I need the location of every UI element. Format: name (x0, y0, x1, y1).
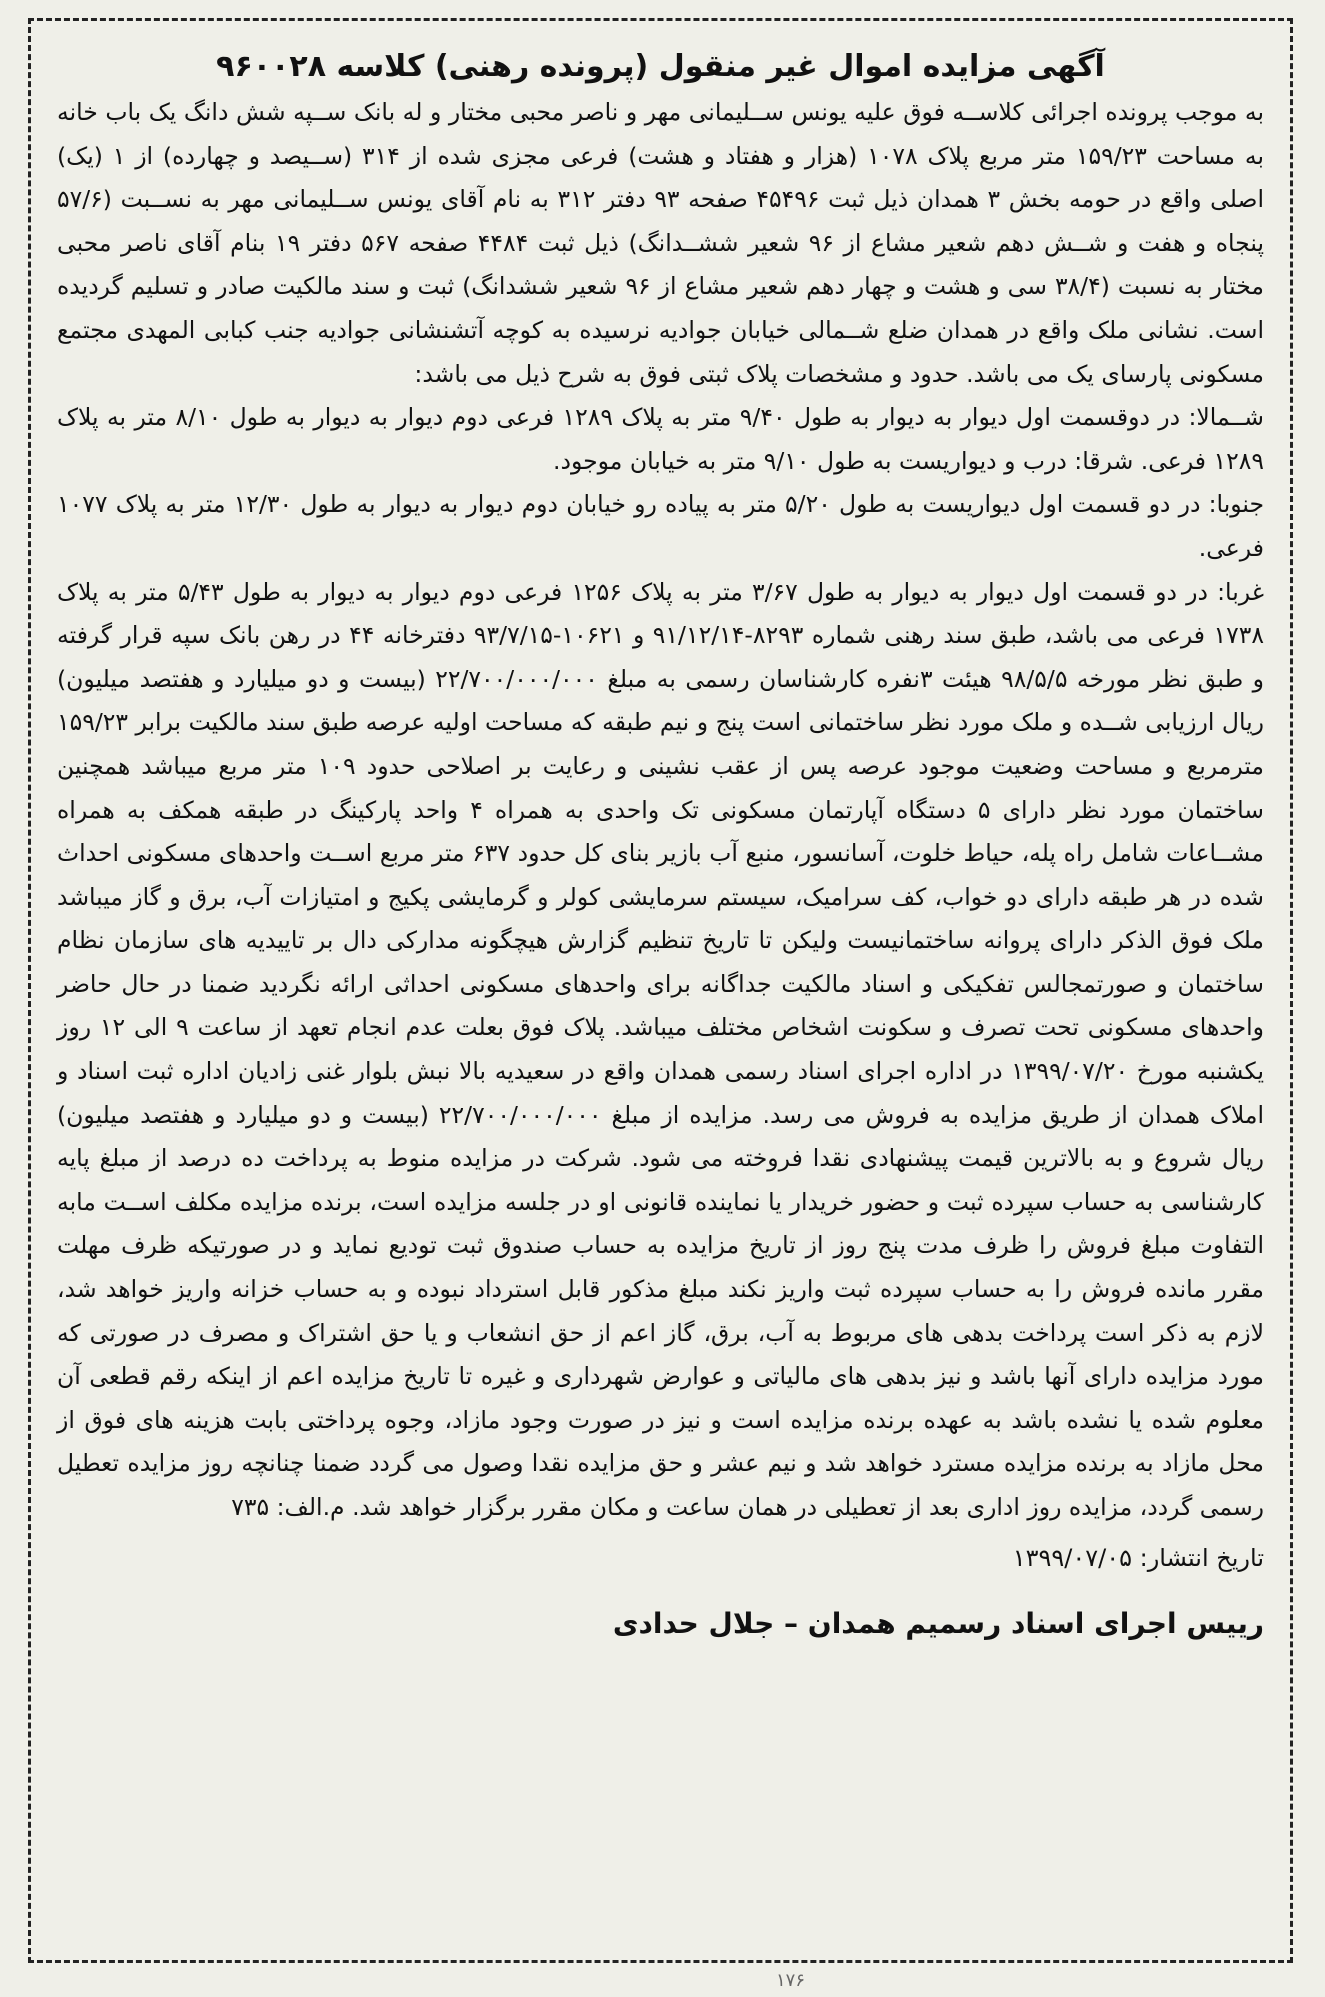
paragraph-west-terms: غربا: در دو قسمت اول دیوار به دیوار به طول ۳/۶۷ متر به پلاک ۱۲۵۶ فرعی دوم دیوار به دیوار به طول ۵/۴۳ متر به پلاک ۱۷۳۸ فرعی می باشد، طبق سند رهنی شماره ۸۲۹۳-۹۱/۱۲/۱۴ و ۱۰۶۲۱-۹۳/۷/۱۵ دفترخانه ۴۴ در رهن بانک سپه قرار گرفته و طبق نظر مورخه ۹۸/۵/۵ هیئت ۳نفره کارشناسان رسمی به مبلغ ۲۲/۷۰۰/۰۰۰/۰۰۰ (بیست و دو میلیارد و هفتصد میلیون) ریال ارزیابی شــده و ملک مورد نظر ساختمانی است پنج و نیم طبقه که مساحت اولیه عرصه طبق سند مالکیت برابر ۱۵۹/۲۳ مترمربع و مساحت وضعیت موجود عرصه پس از عقب نشینی و رعایت بر اصلاحی حدود ۱۰۹ متر مربع میباشد همچنین ساختمان مورد نظر دارای ۵ دستگاه آپارتمان مسکونی تک واحدی به همراه ۴ واحد پارکینگ در طبقه همکف به همراه مشــاعات شامل راه پله، حیاط خلوت، آسانسور، منبع آب بازیر بنای کل حدود ۶۳۷ متر مربع اســت واحدهای مسکونی احداث شده در هر طبقه دارای دو خواب، کف سرامیک، سیستم سرمایشی کولر و گرمایشی پکیج و امتیازات آب، برق و گاز میباشد ملک فوق الذکر دارای پروانه ساختمانیست ولیکن تا تاریخ تنظیم گزارش هیچگونه مدارکی دال بر تاییدیه های سازمان نظام ساختمان و صورتمجالس تفکیکی و اسناد مالکیت جداگانه برای واحدهای مسکونی احداثی ارائه نگردید ضمنا در حال حاضر واحدهای مسکونی تحت تصرف و سکونت اشخاص مختلف میباشد. پلاک فوق بعلت عدم انجام تعهد از ساعت ۹ الی ۱۲ روز یکشنبه مورخ ۱۳۹۹/۰۷/۲۰ در اداره اجرای اسناد رسمی همدان واقع در سعیدیه بالا نبش بلوار غنی زادیان اداره ثبت اسناد و املاک همدان از طریق مزایده به فروش می رسد. مزایده از مبلغ ۲۲/۷۰۰/۰۰۰/۰۰۰ (بیست و دو میلیارد و هفتصد میلیون) ریال شروع و به بالاترین قیمت پیشنهادی نقدا فروخته می شود. شرکت در مزایده منوط به پرداخت ده درصد از مبلغ پایه کارشناسی به حساب سپرده ثبت و حضور خریدار یا نماینده قانونی او در جلسه مزایده است، برنده مزایده مکلف اســت مابه التفاوت مبلغ فروش را ظرف مدت پنج روز از تاریخ مزایده به حساب صندوق ثبت تودیع نماید و در صورتیکه ظرف مهلت مقرر مانده فروش را به حساب سپرده ثبت واریز نکند مبلغ مذکور قابل استرداد نبوده و به حساب خزانه واریز خواهد شد، لازم به ذکر است پرداخت بدهی های مربوط به آب، برق، گاز اعم از حق انشعاب و یا حق اشتراک و مصرف در صورتی که مورد مزایده دارای آنها باشد و نیز بدهی های مالیاتی و عوارض شهرداری و غیره تا تاریخ مزایده اعم از اینکه رقم قطعی آن معلوم شده یا نشده باشد به عهده برنده مزایده است و نیز در صورت وجود مازاد، وجوه پرداختی بابت هزینه های فوق از محل مازاد به برنده مزایده مسترد خواهد شد و نیم عشر و حق مزایده نقدا وصول می گردد ضمنا چنانچه روز مزایده تعطیل رسمی گردد، مزایده روز اداری بعد از تعطیلی در همان ساعت و مکان مقرر برگزار خواهد شد. م.الف: ۷۳۵ (57, 577, 1265, 1521)
paragraph-property: به موجب پرونده اجرائی کلاســه فوق علیه یونس ســلیمانی مهر و ناصر محبی مختار و له بانک ســپه شش دانگ یک باب خانه به مساحت ۱۵۹/۲۳ متر مربع پلاک ۱۰۷۸ (هزار و هفتاد و هشت) فرعی مجزی شده از ۳۱۴ (ســیصد و چهارده) از ۱ (یک) اصلی واقع در حومه بخش ۳ همدان ذیل ثبت ۴۵۴۹۶ صفحه ۹۳ دفتر ۳۱۲ به نام آقای یونس ســلیمانی مهر به نســبت (۵۷/۶ پنجاه و هفت و شــش دهم شعیر مشاع از ۹۶ شعیر ششــدانگ) ذیل ثبت ۴۴۸۴ صفحه ۵۶۷ دفتر ۱۹ بنام آقای ناصر محبی مختار به نسبت (۳۸/۴ سی و هشت و چهار دهم شعیر مشاع از ۹۶ شعیر ششدانگ) ثبت و سند مالکیت صادر و تسلیم گردیده است. نشانی ملک واقع در همدان ضلع شــمالی خیابان جوادیه نرسیده به کوچه آتشنشانی جوادیه جنب کبابی المهدی مجتمع مسکونی پارسای یک می باشد. حدود و مشخصات پلاک ثبتی فوق به شرح ذیل می باشد: (57, 98, 1265, 388)
bottom-scrap (0, 1968, 1325, 1997)
auction-notice (28, 18, 1293, 1963)
bottom-scrap-number: ۱۷۶ (775, 1970, 805, 1991)
paragraph-south: جنوبا: در دو قسمت اول دیواریست به طول ۵/۲۰ متر به پیاده رو خیابان دوم دیوار به دیوار به طول ۱۲/۳۰ متر به پلاک ۱۰۷۷ فرعی. (57, 490, 1264, 562)
notice-title: آگهی مزایده اموال غیر منقول (پرونده رهنی) کلاسه ۹۶۰۰۲۸ (216, 49, 1105, 84)
publication-date-line (57, 1536, 1264, 1580)
notice-body (57, 91, 1264, 1530)
paragraph-north-east: شــمالا: در دوقسمت اول دیوار به دیوار به طول ۹/۴۰ متر به پلاک ۱۲۸۹ فرعی دوم دیوار به دیوار به طول ۸/۱۰ متر به پلاک ۱۲۸۹ فرعی. شرقا: درب و دیواریست به طول ۹/۱۰ متر به خیابان موجود. (57, 403, 1264, 475)
publication-date: ۱۳۹۹/۰۷/۰۵ (1012, 1543, 1132, 1572)
signature: رییس اجرای اسناد رسمیم همدان – جلال حدادی (612, 1606, 1264, 1640)
publication-label: تاریخ انتشار: (1139, 1543, 1264, 1572)
